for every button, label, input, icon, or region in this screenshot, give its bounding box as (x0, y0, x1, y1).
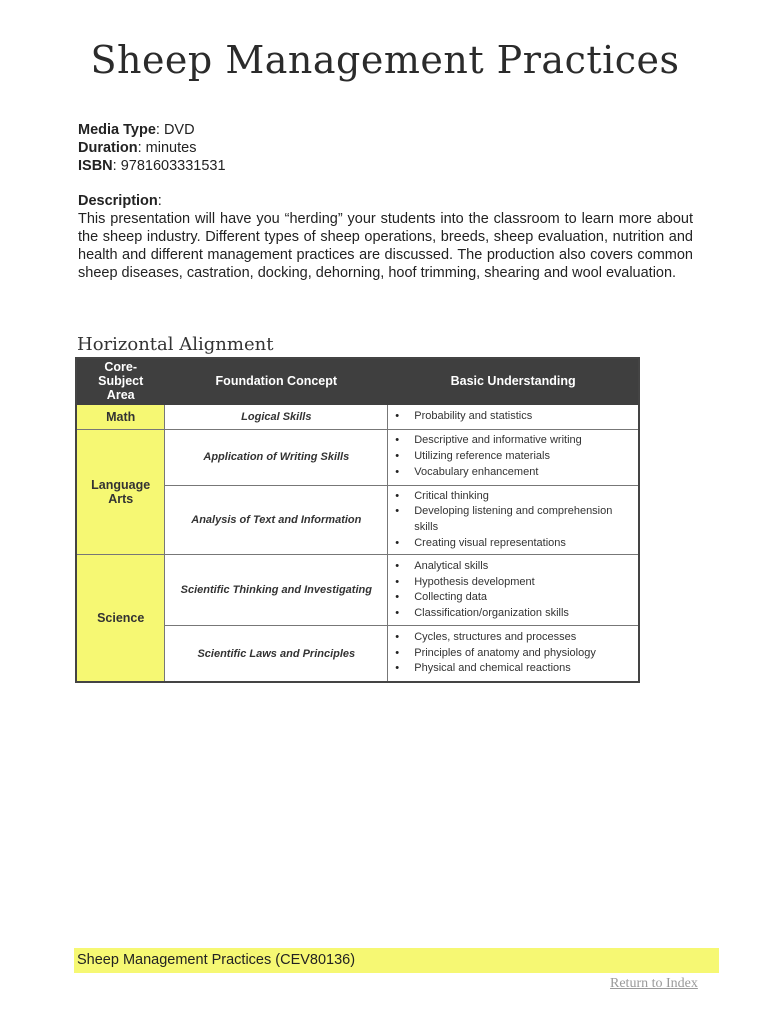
table-row (76, 555, 639, 626)
list-item: • Classification/organization skills (392, 606, 634, 622)
list-item: • Utilizing reference materials (392, 449, 634, 465)
alignment-table (75, 357, 640, 683)
duration-value: : minutes (137, 140, 197, 156)
concept-cell: Application of Writing Skills (165, 429, 388, 485)
list-item: • Analytical skills (392, 559, 634, 575)
list-item: • Critical thinking (392, 489, 634, 505)
media-type-row (78, 121, 226, 139)
area-math: Math (76, 404, 165, 429)
basic-understanding-cell (388, 404, 639, 429)
description-block (78, 192, 693, 282)
alignment-heading: Horizontal Alignment (77, 334, 274, 355)
duration-row (78, 139, 226, 157)
basic-understanding-cell (388, 626, 639, 682)
understanding-list (392, 409, 634, 425)
media-type-label: Media Type (78, 122, 156, 138)
isbn-row (78, 157, 226, 175)
concept-cell: Scientific Thinking and Investigating (165, 555, 388, 626)
return-to-index-link[interactable]: Return to Index (610, 976, 698, 991)
footer-title-bar: Sheep Management Practices (CEV80136) (74, 948, 719, 973)
isbn-value: : 9781603331531 (112, 158, 226, 174)
media-info (78, 121, 226, 175)
description-text: This presentation will have you “herding” your students into the classroom to learn more about the sheep industry. Different types of sheep operations, breeds, sheep evaluation, nutrition and health and different management practices are discussed. The production also covers common sheep diseases, castration, docking, dehorning, hoof trimming, shearing and wool evaluation. (78, 211, 693, 281)
list-item: • Vocabulary enhancement (392, 465, 634, 481)
understanding-list (392, 433, 634, 480)
description-label: Description (78, 193, 158, 209)
list-item: • Principles of anatomy and physiology (392, 646, 634, 662)
list-item: • Collecting data (392, 590, 634, 606)
list-item: • Probability and statistics (392, 409, 634, 425)
header-basic-understanding: Basic Understanding (388, 358, 639, 404)
description-colon: : (157, 193, 162, 209)
list-item: • Cycles, structures and processes (392, 630, 634, 646)
description-heading (78, 192, 693, 210)
list-item: • Creating visual representations (392, 536, 634, 552)
page-title: Sheep Management Practices (90, 38, 680, 82)
area-language-arts: Language Arts (76, 429, 165, 555)
media-type-value: : DVD (155, 122, 195, 138)
concept-cell: Analysis of Text and Information (165, 485, 388, 555)
understanding-list (392, 489, 634, 552)
table-row (76, 404, 639, 429)
understanding-list (392, 559, 634, 622)
header-foundation-concept: Foundation Concept (165, 358, 388, 404)
isbn-label: ISBN (78, 158, 113, 174)
table-header-row (76, 358, 639, 404)
table-row (76, 429, 639, 485)
list-item: • Developing listening and comprehension skills (392, 504, 634, 535)
duration-label: Duration (78, 140, 138, 156)
basic-understanding-cell (388, 429, 639, 485)
list-item: • Descriptive and informative writing (392, 433, 634, 449)
list-item: • Physical and chemical reactions (392, 661, 634, 677)
area-science: Science (76, 555, 165, 682)
concept-cell: Scientific Laws and Principles (165, 626, 388, 682)
concept-cell: Logical Skills (165, 404, 388, 429)
understanding-list (392, 630, 634, 677)
list-item: • Hypothesis development (392, 575, 634, 591)
header-core-subject-area: Core-Subject Area (76, 358, 165, 404)
basic-understanding-cell (388, 485, 639, 555)
basic-understanding-cell (388, 555, 639, 626)
